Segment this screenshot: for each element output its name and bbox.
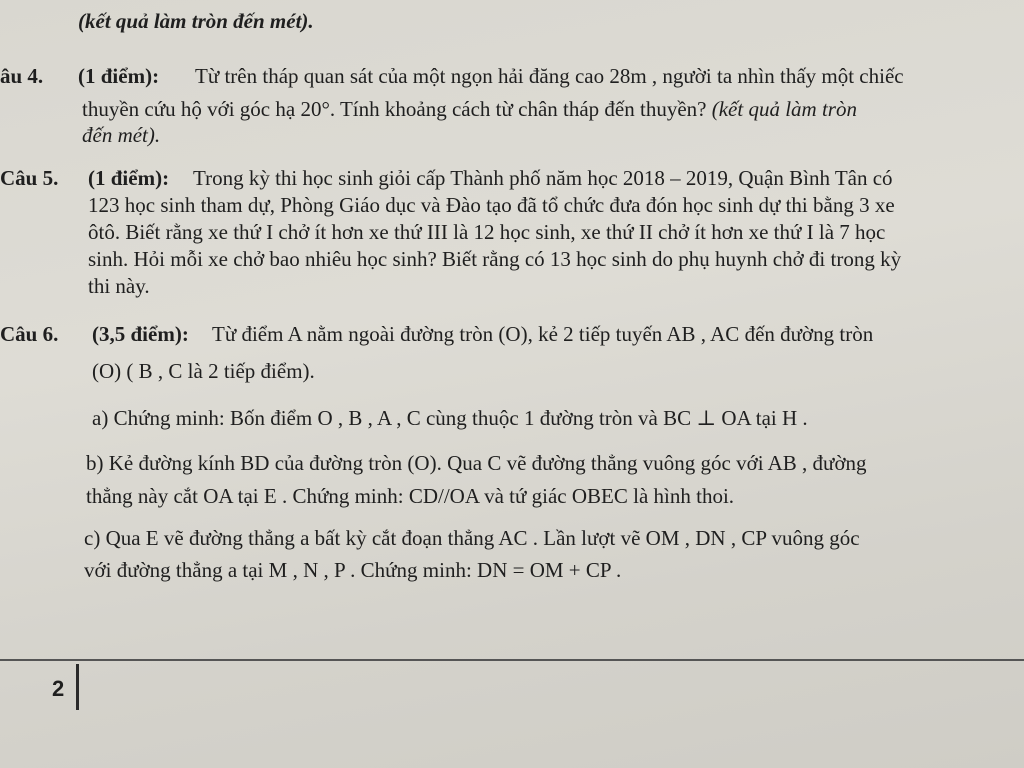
q5-points: (1 điểm): <box>88 166 170 190</box>
q6-part-b-line1: b) Kẻ đường kính BD của đường tròn (O). Qua C vẽ đường thẳng vuông góc với AB , đường <box>86 451 867 475</box>
q6-part-b-line2: thẳng này cắt OA tại E . Chứng minh: CD//OA và tứ giác OBEC là hình thoi. <box>86 484 735 508</box>
q6-line1: Từ điểm A nằm ngoài đường tròn (O), kẻ 2 tiếp tuyến AB , AC đến đường tròn <box>212 322 874 346</box>
q6-line2: (O) ( B , C là 2 tiếp điểm). <box>92 359 315 383</box>
footer-divider <box>0 659 1024 661</box>
q6-points: (3,5 điểm): <box>92 322 189 346</box>
q4-label: âu 4. <box>0 64 44 88</box>
q5-line1: Trong kỳ thi học sinh giỏi cấp Thành phố năm học 2018 – 2019, Quận Bình Tân có <box>193 166 893 190</box>
q6-part-c-line1: c) Qua E vẽ đường thẳng a bất kỳ cắt đoạn thẳng AC . Lần lượt vẽ OM , DN , CP vuông góc <box>84 526 860 550</box>
q5-label: Câu 5. <box>0 166 59 190</box>
q4-points: (1 điểm): <box>78 64 160 88</box>
q6-label: Câu 6. <box>0 322 59 346</box>
q5-line3: ôtô. Biết rằng xe thứ I chở ít hơn xe thứ III là 12 học sinh, xe thứ II chở ít hơn xe thứ I là 7 học <box>88 220 886 244</box>
q4-line2 <box>82 96 857 122</box>
q5-line5: thi này. <box>88 274 150 298</box>
page-number: 2 <box>52 676 65 701</box>
q4-line3: đến mét). <box>82 123 161 147</box>
q6-part-c-line2: với đường thẳng a tại M , N , P . Chứng minh: DN = OM + CP . <box>84 558 622 582</box>
page-number-divider <box>76 664 79 710</box>
q4-line2-note: (kết quả làm tròn <box>711 97 857 121</box>
q4-line2-text: thuyền cứu hộ với góc hạ 20°. Tính khoảng cách từ chân tháp đến thuyền? <box>82 97 707 121</box>
q5-line2: 123 học sinh tham dự, Phòng Giáo dục và Đào tạo đã tổ chức đưa đón học sinh dự thi bằng 3 xe <box>88 193 895 217</box>
q6-part-a: a) Chứng minh: Bốn điểm O , B , A , C cùng thuộc 1 đường tròn và BC ⊥ OA tại H . <box>92 406 808 430</box>
q5-line4: sinh. Hỏi mỗi xe chở bao nhiêu học sinh? Biết rằng có 13 học sinh do phụ huynh chở đi trong kỳ <box>88 247 902 271</box>
top-cropped-line: (kết quả làm tròn đến mét). <box>78 9 314 33</box>
q4-line1: Từ trên tháp quan sát của một ngọn hải đăng cao 28m , người ta nhìn thấy một chiếc <box>195 64 904 88</box>
